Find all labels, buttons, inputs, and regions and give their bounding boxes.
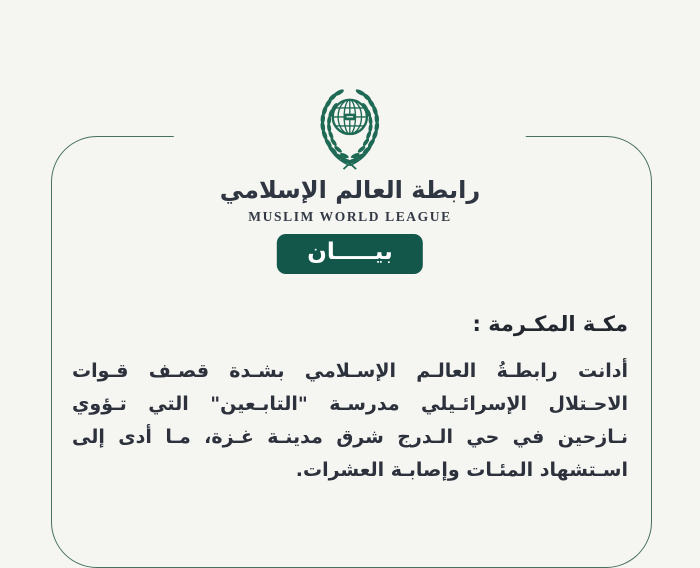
statement-content [72,308,628,487]
statement-body: أدانت رابطـةُ العالـم الإسـلامي بشـدة قصـف قـوات الاحـتلال الإسرائـيلي مدرسـة "التابـعين" التي تـؤوي نـازحين في حي الـدرج شرق مدينـة غـزة، مـا أدى إلى اسـتشهاد المئـات وإصابـة العشرات. [72,360,628,481]
league-wordmark-en: MUSLIM WORLD LEAGUE [248,208,452,224]
mwl-wreath-globe-icon [305,88,395,171]
league-calligraphy: رابطة العالم الإسلامي [219,176,481,204]
city-heading: مكـة المكـرمة : [472,312,628,336]
statement-banner: بيـــــان [277,234,423,275]
league-header [174,88,526,274]
